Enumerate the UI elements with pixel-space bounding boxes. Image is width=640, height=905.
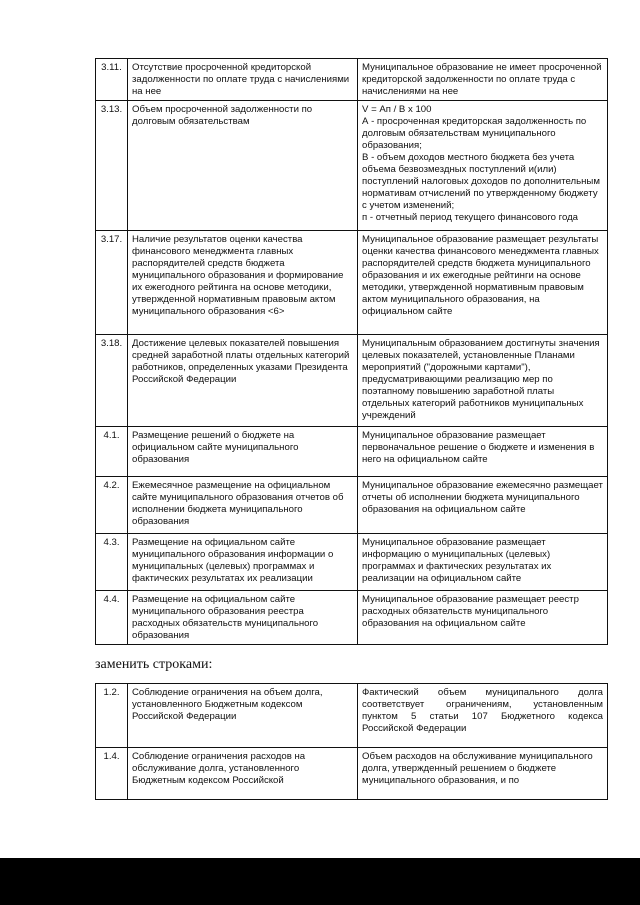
scan-bottom-border [0, 858, 640, 905]
description-cell [358, 101, 608, 231]
criterion-cell: Соблюдение ограничения расходов на обслуживание долга, установленного Бюджетным кодексом Российской [128, 748, 358, 800]
table-row [96, 748, 608, 800]
formula-line: V = Ап / В x 100 [362, 104, 432, 115]
criterion-cell: Достижение целевых показателей повышения средней заработной платы отдельных категорий работников, определенных указами Президента Российской Федерации [128, 335, 358, 427]
description-cell: Муниципальное образование размещает первоначальное решение о бюджете и изменения в него на официальном сайте [358, 427, 608, 477]
formula-term-b: В - объем доходов местного бюджета без учета объема безвозмездных поступлений и(или) поступлений налоговых доходов по дополнительным нормативам отчислений по утвержденному бюджету с учетом изменений; [362, 152, 600, 211]
table-row [96, 59, 608, 101]
description-cell: Муниципальное образование ежемесячно размещает отчеты об исполнении бюджета муниципального образования на официальном сайте [358, 477, 608, 534]
table-row [96, 477, 608, 534]
table-row [96, 335, 608, 427]
row-number: 3.13. [96, 101, 128, 231]
description-cell: Муниципальное образование размещает реестр расходных обязательств муниципального образования на официальном сайте [358, 591, 608, 645]
row-number: 1.2. [96, 684, 128, 748]
row-number: 4.2. [96, 477, 128, 534]
criterion-cell: Отсутствие просроченной кредиторской задолженности по оплате труда с начислениями на нее [128, 59, 358, 101]
criteria-table-original [95, 58, 608, 645]
criterion-cell: Размещение решений о бюджете на официальном сайте муниципального образования [128, 427, 358, 477]
table-row [96, 231, 608, 335]
criterion-cell: Наличие результатов оценки качества финансового менеджмента главных распорядителей средств бюджета муниципального образования и формирование их ежегодного рейтинга на основе методики, утвержденной нормативным правовым актом муниципального образования <6> [128, 231, 358, 335]
criteria-table-replacement [95, 683, 608, 800]
description-cell: Фактический объем муниципального долга соответствует ограничениям, установленным пунктом 5 статьи 107 Бюджетного кодекса Российской Федерации [358, 684, 608, 748]
row-number: 3.17. [96, 231, 128, 335]
row-number: 4.3. [96, 534, 128, 591]
row-number: 3.18. [96, 335, 128, 427]
row-number: 4.4. [96, 591, 128, 645]
table-row [96, 591, 608, 645]
table-row [96, 101, 608, 231]
criterion-cell: Размещение на официальном сайте муниципального образования информации о муниципальных (целевых) программах и фактических результатах их реализации [128, 534, 358, 591]
row-number: 1.4. [96, 748, 128, 800]
row-number: 3.11. [96, 59, 128, 101]
description-cell: Муниципальное образование не имеет просроченной кредиторской задолженности по оплате труда с начислениями на нее [358, 59, 608, 101]
table-row [96, 534, 608, 591]
description-cell: Муниципальное образование размещает информацию о муниципальных (целевых) программах и фактических результатах их реализации на официальном сайте [358, 534, 608, 591]
row-number: 4.1. [96, 427, 128, 477]
description-cell: Объем расходов на обслуживание муниципального долга, утвержденный решением о бюджете муниципального образования, и по [358, 748, 608, 800]
description-cell: Муниципальное образование размещает результаты оценки качества финансового менеджмента главных распорядителей средств бюджета муниципального образования и их ежегодные рейтинги на основе методики, утвержденной нормативным правовым актом муниципального образования, на официальном сайте [358, 231, 608, 335]
criterion-cell: Соблюдение ограничения на объем долга, установленного Бюджетным кодексом Российской Федерации [128, 684, 358, 748]
table-row [96, 684, 608, 748]
criterion-cell: Ежемесячное размещение на официальном сайте муниципального образования отчетов об исполнении бюджета муниципального образования [128, 477, 358, 534]
criterion-cell: Размещение на официальном сайте муниципального образования реестра расходных обязательств муниципального образования [128, 591, 358, 645]
replace-with-rows-caption: заменить строками: [95, 657, 213, 672]
criterion-cell: Объем просроченной задолженности по долговым обязательствам [128, 101, 358, 231]
formula-term-n: п - отчетный период текущего финансового года [362, 212, 578, 223]
formula-term-a: А - просроченная кредиторская задолженность по долговым обязательствам муниципального образования; [362, 116, 587, 151]
table-row [96, 427, 608, 477]
description-cell: Муниципальным образованием достигнуты значения целевых показателей, установленные Планами мероприятий ("дорожными картами"), предусматривающими реализацию мер по поэтапному повышению заработной платы отдельных категорий работников муниципальных учреждений [358, 335, 608, 427]
